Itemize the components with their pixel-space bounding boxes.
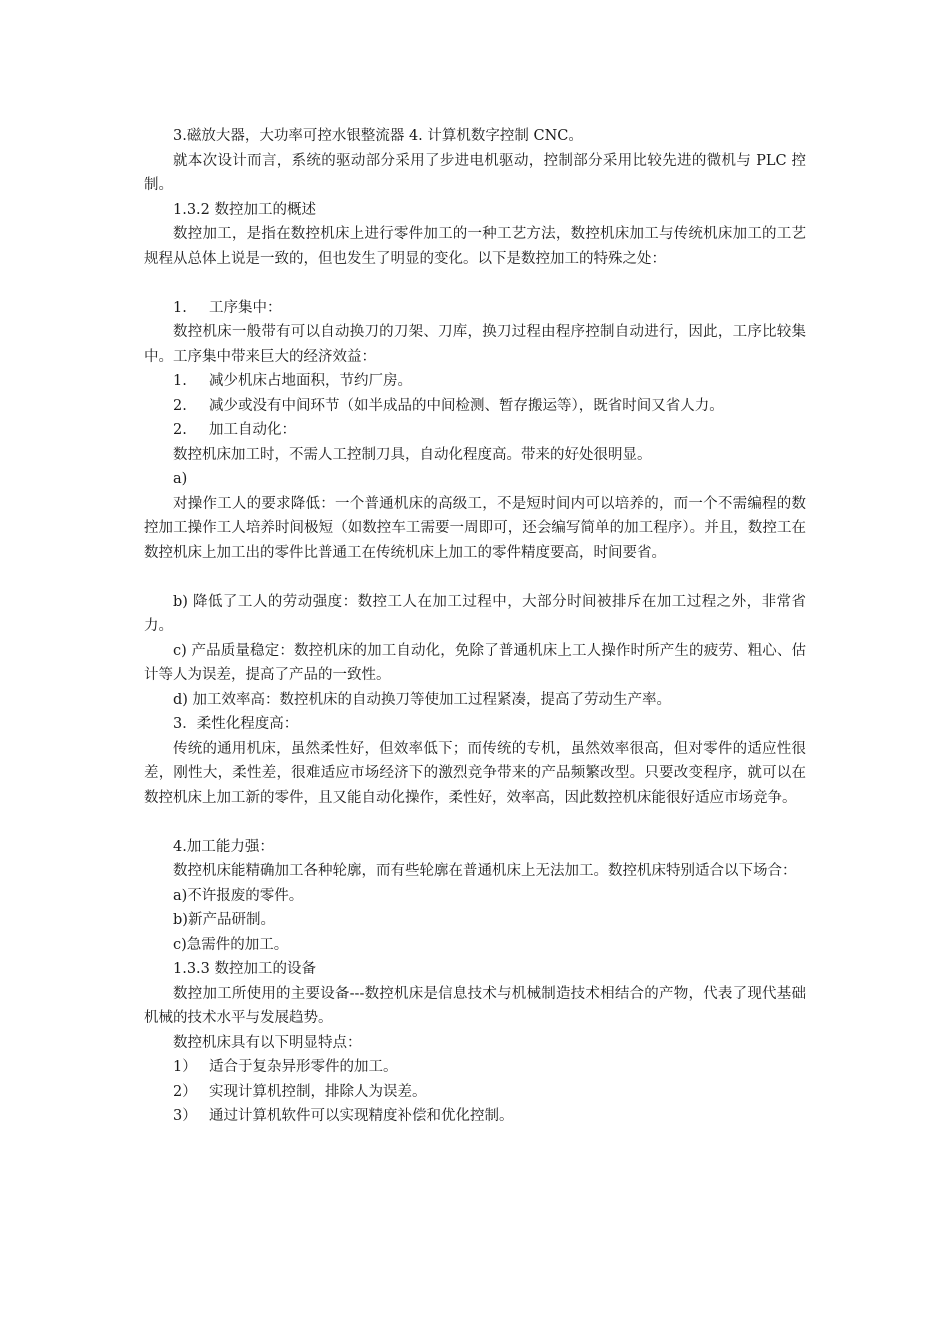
paragraph: 就本次设计而言，系统的驱动部分采用了步进电机驱动，控制部分采用比较先进的微机与 PLC 控制。 [144,152,806,193]
paragraph: 对操作工人的要求降低：一个普通机床的高级工，不是短时间内可以培养的，而一个不需编程的数控加工操作工人培养时间极短（如数控车工需要一周即可，还会编写简单的加工程序）。并且，数控工在数控机床上加工出的零件比普通工在传统机床上加工的零件精度要高，时间要省。 [144,495,806,561]
list-text: 加工自动化： [209,422,296,438]
paragraph: 数控机床能精确加工各种轮廓，而有些轮廓在普通机床上无法加工。数控机床特别适合以下场合： [173,863,797,879]
paragraph: 数控加工，是指在数控机床上进行零件加工的一种工艺方法，数控机床加工与传统机床加工的工艺规程从总体上说是一致的，但也发生了明显的变化。以下是数控加工的特殊之处： [144,226,806,267]
paragraph: c)急需件的加工。 [173,936,289,953]
paragraph: 1.3.2 数控加工的概述 [173,201,317,218]
paragraph: 数控加工所使用的主要设备---数控机床是信息技术与机械制造技术相结合的产物，代表了现代基础机械的技术水平与发展趋势。 [144,985,806,1026]
paragraph: 4.加工能力强： [173,838,274,855]
list-number: 3） [173,1108,197,1124]
list-item [144,418,806,443]
document-body [144,124,806,1129]
list-text: 减少或没有中间环节（如半成品的中间检测、暂存搬运等），既省时间又省人力。 [209,397,724,414]
paragraph: b)新产品研制。 [173,912,275,928]
list-text: 通过计算机软件可以实现精度补偿和优化控制。 [209,1108,514,1124]
list-text: 工序集中： [209,299,282,316]
list-number: 1. [173,373,187,389]
list-item [144,296,806,321]
list-number: 2. [173,422,187,438]
list-number: 2） [173,1083,197,1100]
blank-line [144,810,806,835]
paragraph: 数控机床一般带有可以自动换刀的刀架、刀库，换刀过程由程序控制自动进行，因此，工序比较集中。工序集中带来巨大的经济效益： [144,324,806,365]
paragraph: 3．柔性化程度高： [173,716,299,732]
paragraph: 数控机床加工时，不需人工控制刀具，自动化程度高。带来的好处很明显。 [173,446,652,463]
list-item [144,1055,806,1080]
paragraph: 数控机床具有以下明显特点： [173,1034,362,1051]
list-item [144,394,806,419]
list-text: 实现计算机控制，排除人为误差。 [209,1083,427,1100]
blank-line [144,271,806,296]
list-text: 减少机床占地面积，节约厂房。 [209,373,412,389]
paragraph: c) 产品质量稳定：数控机床的加工自动化，免除了普通机床上工人操作时所产生的疲劳、粗心、估计等人为误差，提高了产品的一致性。 [144,642,806,683]
list-item [144,1104,806,1129]
list-number: 1） [173,1059,197,1075]
list-item [144,369,806,394]
paragraph: a)不许报废的零件。 [173,887,304,904]
paragraph: 3.磁放大器，大功率可控水银整流器 4. 计算机数字控制 CNC。 [173,128,583,144]
list-text: 适合于复杂异形零件的加工。 [209,1059,398,1075]
paragraph: 传统的通用机床，虽然柔性好，但效率低下；而传统的专机，虽然效率很高，但对零件的适应性很差，刚性大，柔性差，很难适应市场经济下的激烈竞争带来的产品频繁改型。只要改变程序，就可以在数控机床上加工新的零件，且又能自动化操作，柔性好，效率高，因此数控机床能很好适应市场竞争。 [144,740,806,806]
paragraph: 1.3.3 数控加工的设备 [173,961,317,977]
list-number: 2. [173,397,187,414]
blank-line [144,565,806,590]
list-item [144,1080,806,1105]
list-number: 1. [173,299,187,316]
paragraph: a) [173,471,188,487]
paragraph: d) 加工效率高：数控机床的自动换刀等使加工过程紧凑，提高了劳动生产率。 [173,691,672,708]
paragraph: b) 降低了工人的劳动强度：数控工人在加工过程中，大部分时间被排斥在加工过程之外，非常省力。 [144,593,806,634]
